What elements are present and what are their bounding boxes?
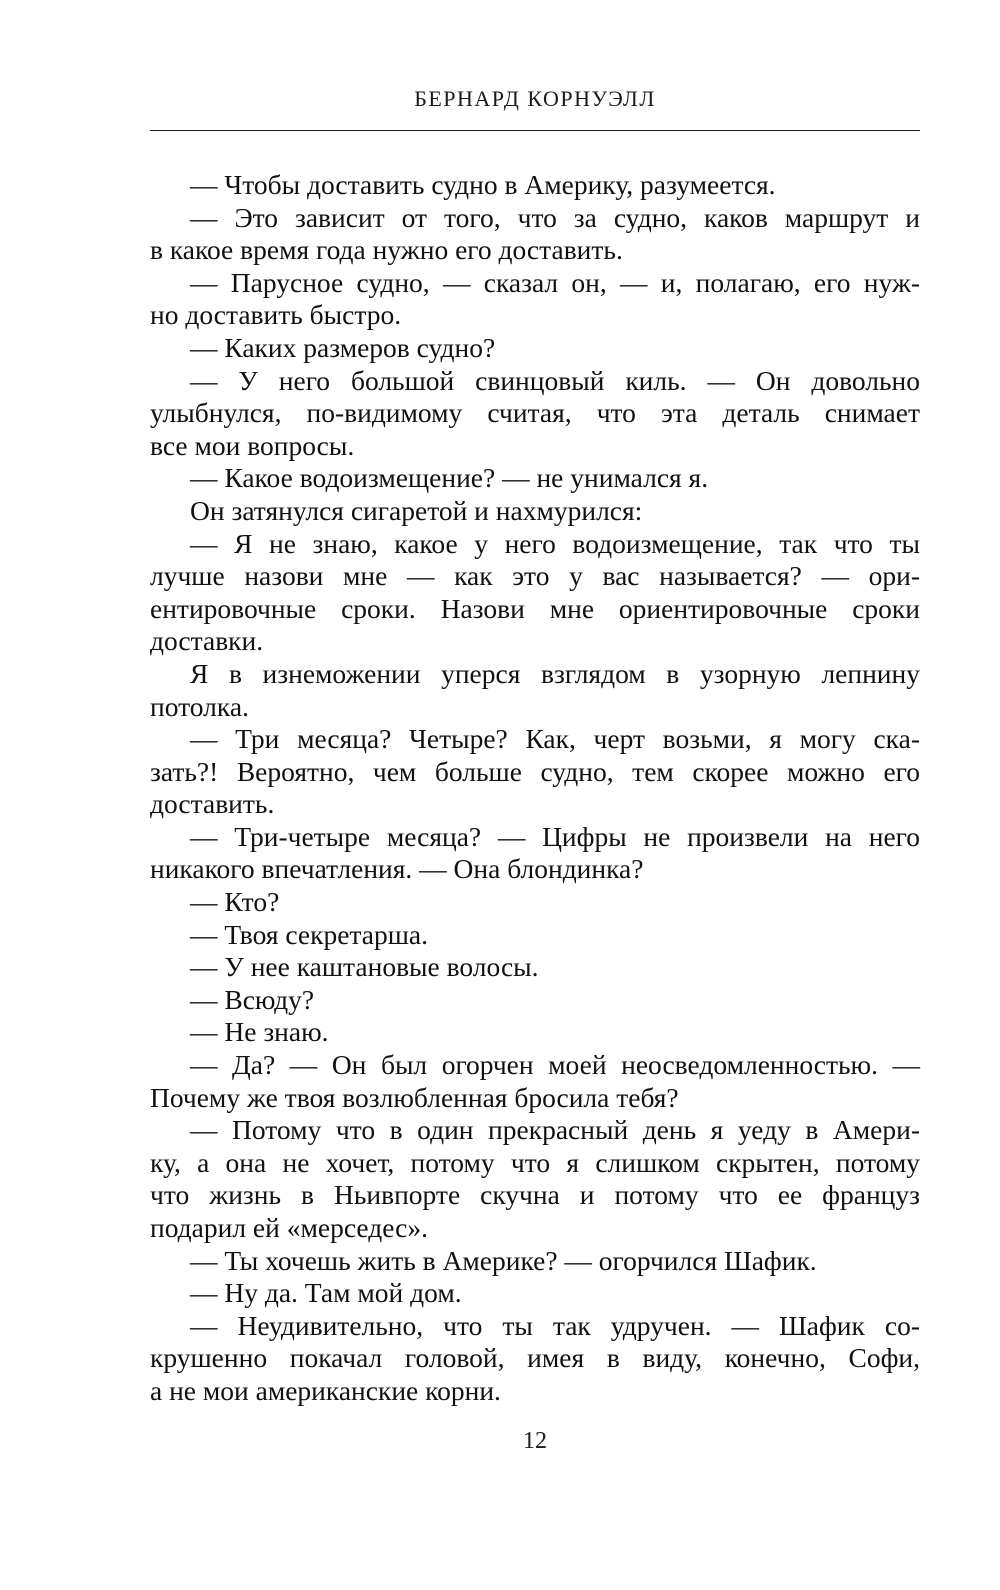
text-line: потолка.	[150, 690, 249, 722]
text-line: лучше назови мне — как это у вас называется? — ори-	[150, 560, 920, 592]
text-line: — Каких размеров судно?	[190, 331, 496, 363]
text-line: — Ты хочешь жить в Америке? — огорчился Шафик.	[190, 1244, 817, 1276]
running-head: БЕРНАРД КОРНУЭЛЛ	[414, 86, 656, 111]
text-line: улыбнулся, по-видимому считая, что эта деталь снимает	[150, 397, 920, 429]
text-line: все мои вопросы.	[150, 429, 355, 461]
text-line: подарил ей «мерседес».	[150, 1212, 428, 1243]
text-line: — Чтобы доставить судно в Америку, разумеется.	[190, 169, 776, 200]
text-line: — Парусное судно, — сказал он, — и, полагаю, его нуж-	[190, 266, 920, 298]
text-line: доставки.	[150, 625, 264, 657]
text-line: — Я не знаю, какое у него водоизмещение, так что ты	[190, 527, 920, 559]
text-line: а не мои американские корни.	[150, 1374, 501, 1406]
text-line: но доставить быстро.	[150, 299, 402, 331]
text-line: Я в изнеможении уперся взглядом в узорную лепнину	[190, 657, 920, 689]
text-line: Он затянулся сигаретой и нахмурился:	[190, 494, 643, 526]
text-line: зать?! Вероятно, чем больше судно, тем скорее можно его	[150, 755, 920, 787]
text-line: — Не знаю.	[190, 1016, 329, 1048]
body-text	[150, 169, 920, 1408]
text-line: в какое время года нужно его доставить.	[150, 234, 623, 266]
text-line: — Твоя секретарша.	[190, 918, 428, 950]
text-line: крушенно покачал головой, имея в виду, конечно, Софи,	[150, 1342, 920, 1374]
text-line: — Кто?	[190, 886, 280, 918]
text-line: ентировочные сроки. Назови мне ориентировочные сроки	[150, 592, 920, 624]
text-line: — Всюду?	[190, 983, 315, 1015]
text-line: — У него большой свинцовый киль. — Он довольно	[190, 364, 920, 396]
text-line: — У нее каштановые волосы.	[190, 951, 539, 983]
text-line: — Три-четыре месяца? — Цифры не произвели на него	[190, 820, 920, 852]
header-rule	[150, 130, 920, 131]
text-line: Почему же твоя возлюбленная бросила тебя?	[150, 1081, 679, 1113]
text-line: — Три месяца? Четыре? Как, черт возьми, я могу ска-	[190, 723, 920, 755]
text-line: что жизнь в Ньивпорте скучна и потому что ее француз	[150, 1179, 920, 1211]
page-number: 12	[523, 1428, 547, 1454]
text-line: ку, а она не хочет, потому что я слишком скрытен, потому	[150, 1146, 920, 1178]
text-line: — Какое водоизмещение? — не унимался я.	[190, 462, 709, 494]
text-line: — Неудивительно, что ты так удручен. — Шафик со-	[190, 1309, 920, 1341]
text-line: доставить.	[150, 788, 275, 820]
text-line: — Ну да. Там мой дом.	[190, 1277, 462, 1309]
text-line: — Это зависит от того, что за судно, каков маршрут и	[190, 201, 920, 233]
text-line: — Да? — Он был огорчен моей неосведомленностью. —	[190, 1049, 920, 1081]
text-line: — Потому что в один прекрасный день я уеду в Амери-	[190, 1114, 920, 1146]
text-line: никакого впечатления. — Она блондинка?	[150, 853, 644, 885]
